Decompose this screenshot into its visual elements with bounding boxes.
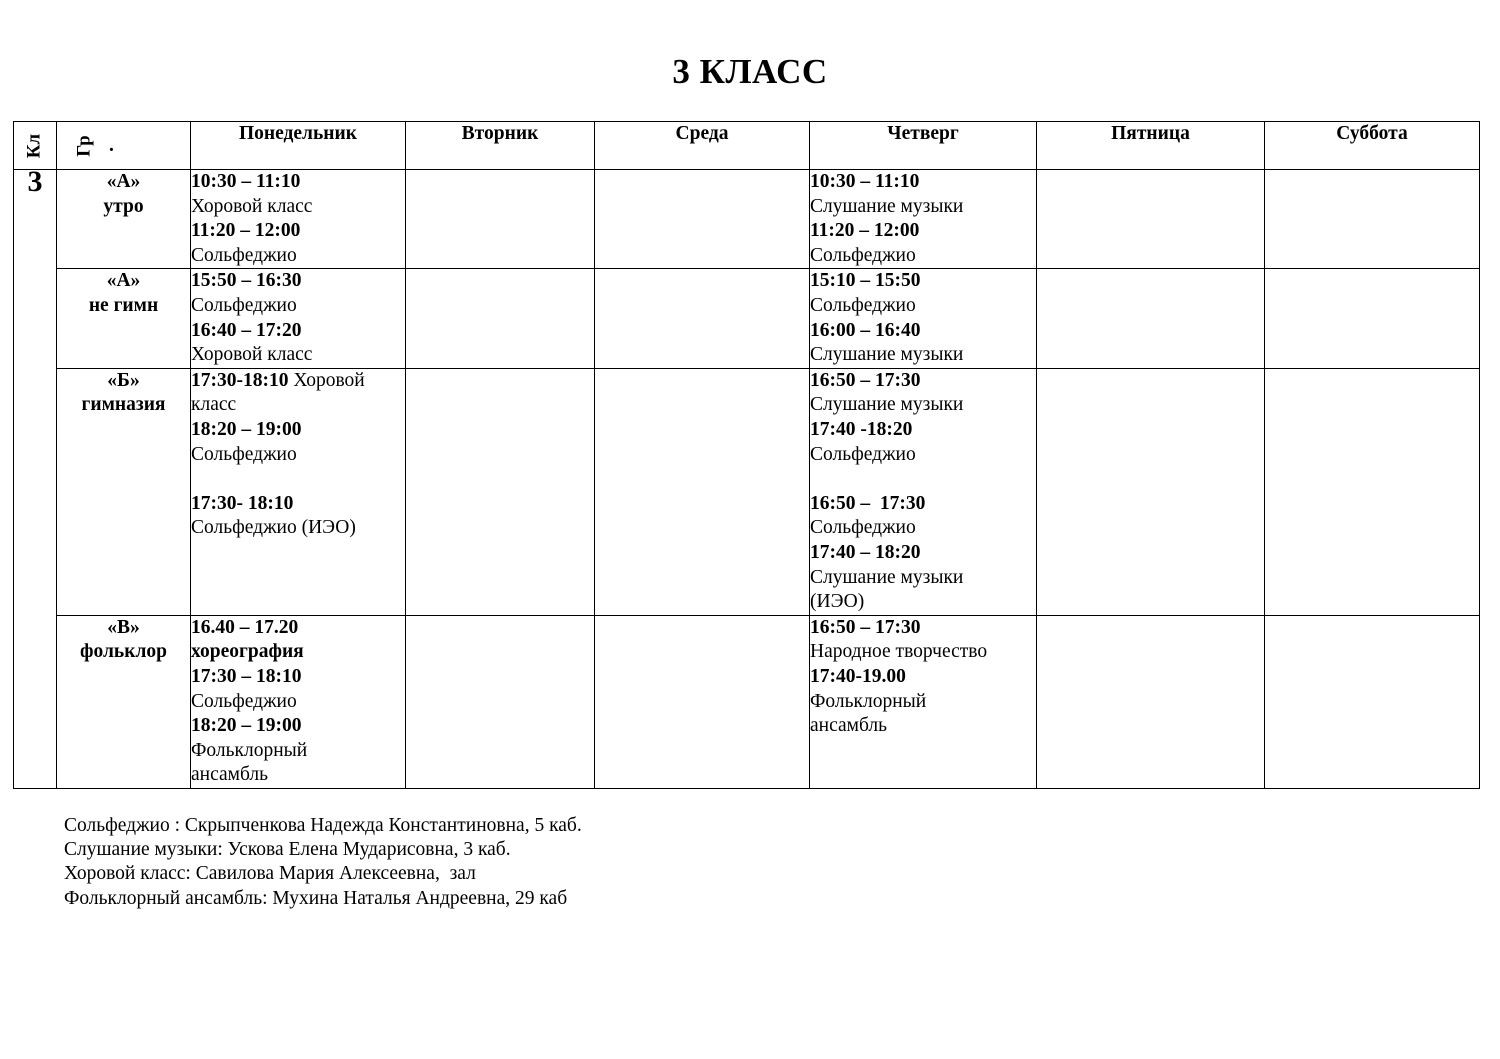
tuesday-cell (406, 368, 595, 615)
friday-cell (1037, 269, 1265, 368)
thursday-cell: 16:50 – 17:30 Народное творчество 17:40-19.00 Фольклорный ансамбль (810, 615, 1037, 788)
header-saturday: Суббота (1265, 122, 1480, 170)
note-line: Сольфеджио : Скрыпченкова Надежда Константиновна, 5 каб. (64, 815, 582, 836)
table-row (14, 615, 1480, 788)
wednesday-cell (595, 615, 810, 788)
teacher-notes (64, 814, 582, 911)
header-thursday: Четверг (810, 122, 1037, 170)
header-class: Кл (14, 122, 57, 170)
header-row (14, 122, 1480, 170)
monday-cell: 10:30 – 11:10 Хоровой класс 11:20 – 12:00 Сольфеджио (191, 170, 406, 269)
saturday-cell (1265, 368, 1480, 615)
wednesday-cell (595, 170, 810, 269)
saturday-cell (1265, 170, 1480, 269)
table-row (14, 269, 1480, 368)
thursday-cell: 16:50 – 17:30 Слушание музыки 17:40 -18:20 Сольфеджио 16:50 – 17:30 Сольфеджио 17:40 – 18:20 Слушание музыки (ИЭО) (810, 368, 1037, 615)
friday-cell (1037, 615, 1265, 788)
thursday-cell: 10:30 – 11:10 Слушание музыки 11:20 – 12:00 Сольфеджио (810, 170, 1037, 269)
wednesday-cell (595, 368, 810, 615)
page-title: 3 КЛАСС (672, 52, 828, 91)
table-row (14, 368, 1480, 615)
monday-cell: 15:50 – 16:30 Сольфеджио 16:40 – 17:20 Хоровой класс (191, 269, 406, 368)
friday-cell (1037, 368, 1265, 615)
header-friday: Пятница (1037, 122, 1265, 170)
group-cell: «А» утро (57, 170, 191, 269)
group-cell: «Б» гимназия (57, 368, 191, 615)
thursday-cell: 15:10 – 15:50 Сольфеджио 16:00 – 16:40 Слушание музыки (810, 269, 1037, 368)
header-tuesday: Вторник (406, 122, 595, 170)
monday-cell: 17:30-18:10 Хоровой класс 18:20 – 19:00 Сольфеджио 17:30- 18:10 Сольфеджио (ИЭО) (191, 368, 406, 615)
group-cell: «В» фольклор (57, 615, 191, 788)
note-line: Фольклорный ансамбль: Мухина Наталья Андреевна, 29 каб (64, 887, 568, 909)
schedule-table (13, 121, 1480, 789)
header-group: Гр . (57, 122, 191, 170)
wednesday-cell (595, 269, 810, 368)
header-wednesday: Среда (595, 122, 810, 170)
tuesday-cell (406, 170, 595, 269)
table-row (14, 170, 1480, 269)
saturday-cell (1265, 269, 1480, 368)
header-monday: Понедельник (191, 122, 406, 170)
saturday-cell (1265, 615, 1480, 788)
note-line: Хоровой класс: Савилова Мария Алексеевна, зал (64, 863, 476, 885)
friday-cell (1037, 170, 1265, 269)
tuesday-cell (406, 615, 595, 788)
tuesday-cell (406, 269, 595, 368)
group-cell: «А» не гимн (57, 269, 191, 368)
note-line: Слушание музыки: Ускова Елена Мударисовна, 3 каб. (64, 839, 511, 861)
monday-cell: 16.40 – 17.20 хореография 17:30 – 18:10 Сольфеджио 18:20 – 19:00 Фольклорный ансамбль (191, 615, 406, 788)
class-number: 3 (14, 170, 57, 789)
